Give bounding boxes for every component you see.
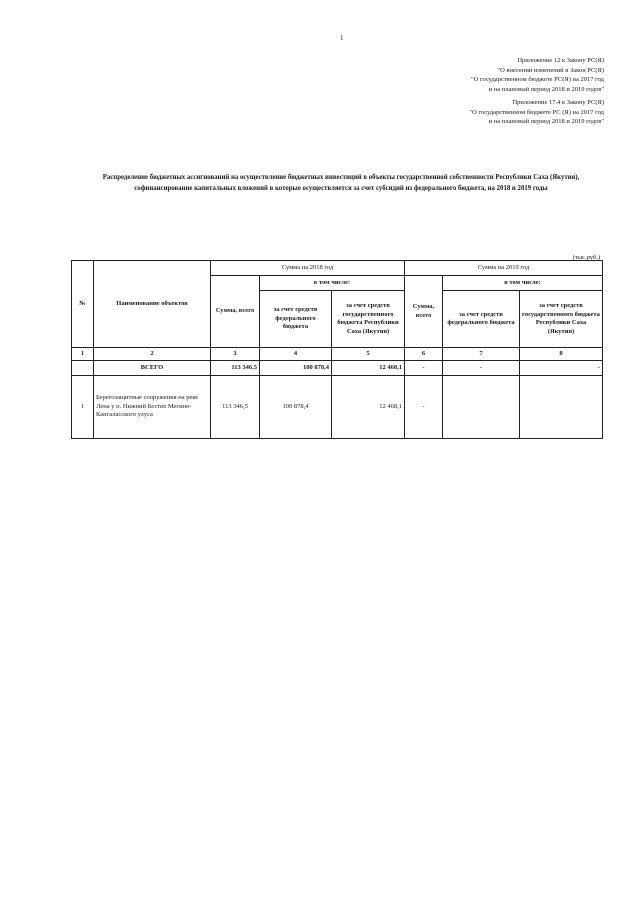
header-including-2018: в том числе: bbox=[260, 276, 405, 291]
page-number: 1 bbox=[340, 34, 344, 42]
budget-table bbox=[71, 260, 603, 439]
header-total-2019: Сумма, всего bbox=[405, 276, 443, 348]
annex1-line: и на плановый период 2018 и 2019 годов" bbox=[488, 85, 604, 93]
row-state-2018: 12 468,1 bbox=[332, 376, 405, 439]
annex2-line: и на плановый период 2018 и 2019 годов" bbox=[488, 118, 604, 125]
total-state-2018: 12 468,1 bbox=[332, 361, 405, 376]
column-number: 6 bbox=[405, 348, 443, 361]
row-sum-2018: 113 346,5 bbox=[211, 376, 260, 439]
row-state-2019 bbox=[520, 376, 603, 439]
header-federal-2018: за счет средств федерального бюджета bbox=[260, 291, 332, 348]
total-federal-2019: - bbox=[443, 361, 520, 376]
header-total-2018: Сумма, всего bbox=[211, 276, 260, 348]
table-row bbox=[72, 376, 603, 439]
column-number: 7 bbox=[443, 348, 520, 361]
total-state-2019: - bbox=[520, 361, 603, 376]
row-federal-2018: 100 878,4 bbox=[260, 376, 332, 439]
header-state-2019: за счет средств государственного бюджета Республики Саха (Якутия) bbox=[520, 291, 603, 348]
total-federal-2018: 100 878,4 bbox=[260, 361, 332, 376]
row-object-name: Берегозащитные сооружения на реке Лена у п. Нижний Бестях Мегино-Кангаласского улуса bbox=[94, 376, 211, 439]
header-state-2018: за счет средств государственного бюджета Республики Саха (Якутия) bbox=[332, 291, 405, 348]
row-num: 1 bbox=[72, 376, 94, 439]
header-name: Наименование объектов bbox=[94, 261, 211, 348]
header-sum-2018: Сумма на 2018 год bbox=[211, 261, 405, 276]
column-number: 4 bbox=[260, 348, 332, 361]
annex-header-2 bbox=[469, 98, 604, 127]
total-sum-2018: 113 346,5 bbox=[211, 361, 260, 376]
column-number-row bbox=[72, 348, 603, 361]
annex-header-1 bbox=[471, 56, 604, 94]
total-sum-2019: - bbox=[405, 361, 443, 376]
annex2-line: "О государственном бюджете РС (Я) на 2017 год bbox=[469, 108, 604, 116]
units-label: (тыс.руб.) bbox=[572, 254, 600, 261]
document-title: Распределение бюджетных ассигнований на осуществление бюджетных инвестиций в объекты государственной собственности Республики Саха (Якутия), софинансирование капитальных вложений в которые осуществляется за счет субсидий из федерального бюджета, на 2018 и 2019 годы bbox=[102, 174, 580, 192]
row-federal-2019 bbox=[443, 376, 520, 439]
header-row-1 bbox=[72, 261, 603, 276]
header-num: № bbox=[72, 261, 94, 348]
column-number: 3 bbox=[211, 348, 260, 361]
total-row bbox=[72, 361, 603, 376]
header-sum-2019: Сумма на 2019 год bbox=[405, 261, 603, 276]
annex1-line: "О внесении изменений в Закон РС(Я) bbox=[497, 66, 604, 74]
column-number: 2 bbox=[94, 348, 211, 361]
header-including-2019: в том числе: bbox=[443, 276, 603, 291]
annex1-line: "О государственном бюджете РС(Я) на 2017 год bbox=[470, 76, 604, 83]
row-sum-2019: - bbox=[405, 376, 443, 439]
column-number: 5 bbox=[332, 348, 405, 361]
column-number: 8 bbox=[520, 348, 603, 361]
total-num-cell bbox=[72, 361, 94, 376]
annex1-line: Приложение 12 к Закону РС(Я) bbox=[517, 57, 604, 64]
total-label: ВСЕГО bbox=[94, 361, 211, 376]
header-federal-2019: за счет средств федерального бюджета bbox=[443, 291, 520, 348]
column-number: 1 bbox=[72, 348, 94, 361]
annex2-line: Приложение 17.4 к Закону РС(Я) bbox=[512, 99, 604, 106]
